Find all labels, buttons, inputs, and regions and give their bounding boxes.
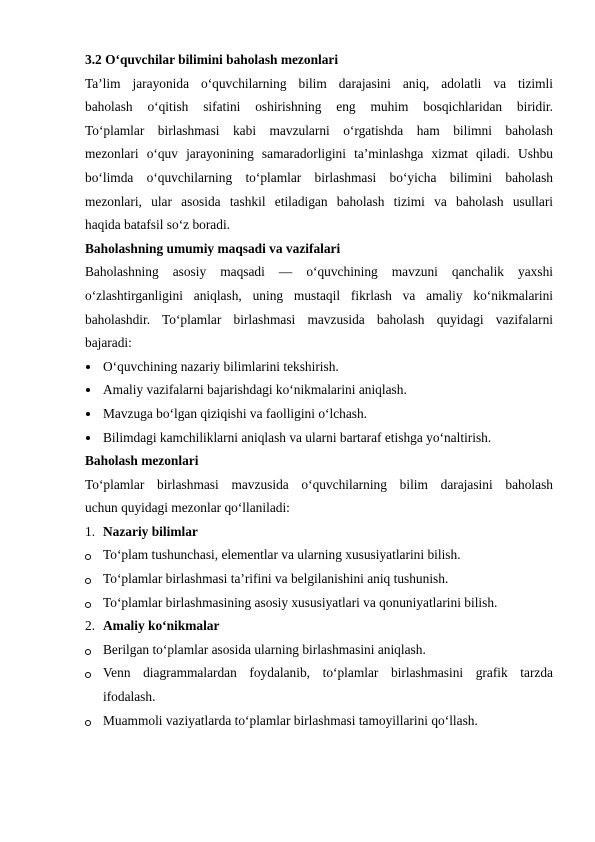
text-line: baholash o‘qitish sifatini oshirishning eng muhim bosqichlaridan biridir. [85, 99, 553, 115]
bullet-circle-icon [85, 567, 103, 591]
criterion-title: 1. Nazariy bilimlar [85, 520, 553, 544]
goal-paragraph [85, 260, 553, 354]
bullet-circle-icon [85, 709, 103, 733]
document-page [85, 48, 553, 732]
list-item: To‘plam tushunchasi, elementlar va ularning xususiyatlarini bilish. [85, 543, 553, 567]
bullet-circle-icon [85, 638, 103, 662]
bullet-circle-icon [85, 543, 103, 567]
criterion-title: 2. Amaliy ko‘nikmalar [85, 614, 553, 638]
text-line: mezonlari o‘quv jarayonining samaradorligini ta’minlashga xizmat qiladi. Ushbu [85, 146, 553, 162]
text-line: bajaradi: [85, 335, 132, 351]
list-item: Amaliy vazifalarni bajarishdagi ko‘nikmalarini aniqlash. [85, 378, 553, 402]
text-line: baholashdir. To‘plamlar birlashmasi mavzusida baholash quyidagi vazifalarni [85, 311, 553, 327]
text-line: Ta’lim jarayonida o‘quvchilarning bilim darajasini aniq, adolatli va tizimli [85, 75, 553, 91]
bullet-dot-icon [85, 402, 103, 426]
goal-heading: Baholashning umumiy maqsadi va vazifalari [85, 240, 341, 256]
text-line: uchun quyidagi mezonlar qo‘llaniladi: [85, 500, 290, 516]
intro-paragraph [85, 72, 553, 237]
list-item: O‘quvchining nazariy bilimlarini tekshirish. [85, 355, 553, 379]
bullet-dot-icon [85, 355, 103, 379]
text-line: bo‘limda o‘quvchilarning to‘plamlar birlashmasi bo‘yicha bilimini baholash [85, 169, 553, 185]
text-line: Baholashning asosiy maqsadi — o‘quvchining mavzuni qanchalik yaxshi [85, 264, 553, 280]
text-line: haqida batafsil so‘z boradi. [85, 217, 231, 233]
list-item: Muammoli vaziyatlarda to‘plamlar birlashmasi tamoyillarini qo‘llash. [85, 709, 553, 733]
list-item: To‘plamlar birlashmasi ta’rifini va belgilanishini aniq tushunish. [85, 567, 553, 591]
bullet-dot-icon [85, 378, 103, 402]
criteria-heading: Baholash mezonlari [85, 453, 199, 469]
tasks-list [85, 355, 553, 449]
list-item: To‘plamlar birlashmasining asosiy xususiyatlari va qonuniyatlarini bilish. [85, 591, 553, 615]
criteria-paragraph [85, 473, 553, 520]
list-item: Bilimdagi kamchiliklarni aniqlash va ularni bartaraf etishga yo‘naltirish. [85, 426, 553, 450]
bullet-dot-icon [85, 426, 103, 450]
criteria-list [85, 520, 553, 732]
text-line: o‘zlashtirganligini aniqlash, uning mustaqil fikrlash va amaliy ko‘nikmalarini [85, 287, 553, 303]
criterion-number: 1. [85, 523, 96, 539]
bullet-circle-icon [85, 591, 103, 615]
list-item: Mavzuga bo‘lgan qiziqishi va faolligini o‘lchash. [85, 402, 553, 426]
bullet-circle-icon [85, 661, 103, 685]
list-item: Venn diagrammalardan foydalanib, to‘plamlar birlashmasini grafik tarzda ifodalash. [85, 661, 553, 708]
list-item: Berilgan to‘plamlar asosida ularning birlashmasini aniqlash. [85, 638, 553, 662]
text-line: mezonlari, ular asosida tashkil etiladigan baholash tizimi va baholash usullari [85, 193, 553, 209]
text-line: To‘plamlar birlashmasi kabi mavzularni o‘rgatishda ham bilimni baholash [85, 122, 553, 138]
text-line: To‘plamlar birlashmasi mavzusida o‘quvchilarning bilim darajasini baholash [85, 476, 553, 492]
criterion-number: 2. [85, 618, 96, 634]
section-heading: 3.2 O‘quvchilar bilimini baholash mezonlari [85, 52, 339, 67]
